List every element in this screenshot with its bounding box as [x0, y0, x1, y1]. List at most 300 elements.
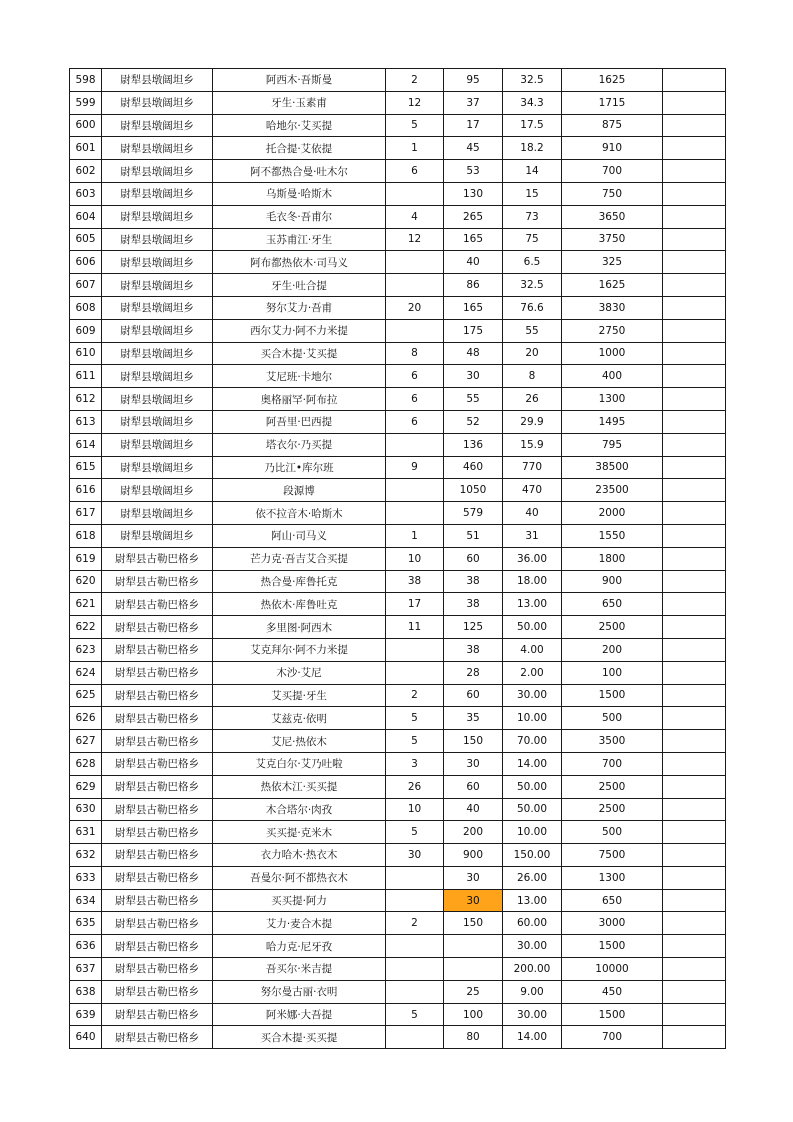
row-number: 600 — [70, 114, 102, 137]
table-row — [70, 160, 726, 183]
remark-cell — [663, 205, 726, 228]
value-d-cell: 2000 — [562, 502, 663, 525]
township-cell: 尉犁县古勒巴格乡 — [102, 752, 213, 775]
table-row — [70, 935, 726, 958]
remark-cell — [663, 524, 726, 547]
person-name-cell: 西尔艾力·阿不力米提 — [213, 319, 386, 342]
remark-cell — [663, 638, 726, 661]
remark-cell — [663, 160, 726, 183]
table-row — [70, 821, 726, 844]
person-name-cell: 艾克拜尔·阿不力米提 — [213, 638, 386, 661]
remark-cell — [663, 707, 726, 730]
value-d-cell: 1495 — [562, 410, 663, 433]
value-b-cell: 900 — [444, 844, 503, 867]
township-cell: 尉犁县墩阔坦乡 — [102, 365, 213, 388]
remark-cell — [663, 912, 726, 935]
remark-cell — [663, 547, 726, 570]
value-b-cell: 165 — [444, 296, 503, 319]
remark-cell — [663, 844, 726, 867]
data-table — [69, 68, 726, 1049]
township-cell: 尉犁县古勒巴格乡 — [102, 889, 213, 912]
value-d-cell: 2500 — [562, 775, 663, 798]
value-d-cell: 10000 — [562, 958, 663, 981]
value-a-cell — [386, 274, 444, 297]
row-number: 624 — [70, 661, 102, 684]
value-a-cell — [386, 1026, 444, 1049]
value-a-cell — [386, 182, 444, 205]
value-a-cell: 6 — [386, 410, 444, 433]
value-c-cell: 10.00 — [503, 707, 562, 730]
remark-cell — [663, 798, 726, 821]
remark-cell — [663, 935, 726, 958]
table-row — [70, 296, 726, 319]
person-name-cell: 阿山·司马义 — [213, 524, 386, 547]
person-name-cell: 毛衣冬·吾甫尔 — [213, 205, 386, 228]
value-a-cell: 2 — [386, 684, 444, 707]
row-number: 603 — [70, 182, 102, 205]
person-name-cell: 芒力克·吾吉艾合买提 — [213, 547, 386, 570]
table-row — [70, 251, 726, 274]
value-c-cell: 18.2 — [503, 137, 562, 160]
value-a-cell: 6 — [386, 160, 444, 183]
value-c-cell: 70.00 — [503, 730, 562, 753]
table-row — [70, 137, 726, 160]
value-c-cell: 14 — [503, 160, 562, 183]
value-d-cell: 7500 — [562, 844, 663, 867]
value-b-cell: 150 — [444, 912, 503, 935]
value-c-cell: 36.00 — [503, 547, 562, 570]
value-b-cell: 1050 — [444, 479, 503, 502]
remark-cell — [663, 593, 726, 616]
value-a-cell: 2 — [386, 69, 444, 92]
table-row — [70, 342, 726, 365]
value-c-cell: 6.5 — [503, 251, 562, 274]
remark-cell — [663, 821, 726, 844]
township-cell: 尉犁县墩阔坦乡 — [102, 114, 213, 137]
remark-cell — [663, 319, 726, 342]
value-a-cell — [386, 661, 444, 684]
row-number: 604 — [70, 205, 102, 228]
value-d-cell: 1300 — [562, 866, 663, 889]
value-d-cell: 910 — [562, 137, 663, 160]
person-name-cell: 热依木·库鲁吐克 — [213, 593, 386, 616]
value-a-cell — [386, 889, 444, 912]
township-cell: 尉犁县墩阔坦乡 — [102, 160, 213, 183]
person-name-cell: 哈地尔·艾买提 — [213, 114, 386, 137]
value-c-cell: 29.9 — [503, 410, 562, 433]
value-a-cell: 9 — [386, 456, 444, 479]
value-a-cell: 8 — [386, 342, 444, 365]
row-number: 636 — [70, 935, 102, 958]
value-b-cell: 125 — [444, 616, 503, 639]
table-row — [70, 661, 726, 684]
row-number: 622 — [70, 616, 102, 639]
remark-cell — [663, 433, 726, 456]
value-a-cell: 20 — [386, 296, 444, 319]
person-name-cell: 木沙·艾尼 — [213, 661, 386, 684]
value-d-cell: 3000 — [562, 912, 663, 935]
row-number: 602 — [70, 160, 102, 183]
value-b-cell: 52 — [444, 410, 503, 433]
township-cell: 尉犁县墩阔坦乡 — [102, 479, 213, 502]
value-b-cell — [444, 935, 503, 958]
value-c-cell: 150.00 — [503, 844, 562, 867]
value-a-cell — [386, 638, 444, 661]
township-cell: 尉犁县墩阔坦乡 — [102, 274, 213, 297]
table-row — [70, 730, 726, 753]
person-name-cell: 阿西木·吾斯曼 — [213, 69, 386, 92]
value-c-cell: 30.00 — [503, 1003, 562, 1026]
remark-cell — [663, 137, 726, 160]
township-cell: 尉犁县古勒巴格乡 — [102, 684, 213, 707]
value-a-cell: 10 — [386, 547, 444, 570]
person-name-cell: 艾兹克·依明 — [213, 707, 386, 730]
value-b-cell: 200 — [444, 821, 503, 844]
remark-cell — [663, 661, 726, 684]
value-a-cell: 12 — [386, 91, 444, 114]
value-d-cell: 500 — [562, 707, 663, 730]
township-cell: 尉犁县古勒巴格乡 — [102, 1026, 213, 1049]
value-c-cell: 15 — [503, 182, 562, 205]
value-b-cell: 51 — [444, 524, 503, 547]
value-b-cell: 175 — [444, 319, 503, 342]
value-a-cell: 38 — [386, 570, 444, 593]
value-c-cell: 470 — [503, 479, 562, 502]
township-cell: 尉犁县墩阔坦乡 — [102, 205, 213, 228]
value-b-cell: 60 — [444, 775, 503, 798]
value-c-cell: 26.00 — [503, 866, 562, 889]
row-number: 631 — [70, 821, 102, 844]
value-a-cell — [386, 319, 444, 342]
person-name-cell: 乃比江•库尔班 — [213, 456, 386, 479]
table-row — [70, 433, 726, 456]
row-number: 638 — [70, 980, 102, 1003]
township-cell: 尉犁县墩阔坦乡 — [102, 456, 213, 479]
value-d-cell: 500 — [562, 821, 663, 844]
value-a-cell — [386, 935, 444, 958]
township-cell: 尉犁县古勒巴格乡 — [102, 798, 213, 821]
value-b-cell: 95 — [444, 69, 503, 92]
township-cell: 尉犁县古勒巴格乡 — [102, 980, 213, 1003]
remark-cell — [663, 980, 726, 1003]
value-c-cell: 32.5 — [503, 274, 562, 297]
value-a-cell — [386, 251, 444, 274]
township-cell: 尉犁县古勒巴格乡 — [102, 912, 213, 935]
value-c-cell: 9.00 — [503, 980, 562, 1003]
table-row — [70, 205, 726, 228]
value-c-cell: 75 — [503, 228, 562, 251]
value-b-cell: 30 — [444, 889, 503, 912]
township-cell: 尉犁县墩阔坦乡 — [102, 137, 213, 160]
row-number: 623 — [70, 638, 102, 661]
row-number: 630 — [70, 798, 102, 821]
value-c-cell: 40 — [503, 502, 562, 525]
person-name-cell: 依不拉音木·哈斯木 — [213, 502, 386, 525]
person-name-cell: 艾尼·热依木 — [213, 730, 386, 753]
row-number: 606 — [70, 251, 102, 274]
township-cell: 尉犁县墩阔坦乡 — [102, 91, 213, 114]
person-name-cell: 吾买尔·米吉提 — [213, 958, 386, 981]
table-row — [70, 228, 726, 251]
person-name-cell: 艾尼班·卡地尔 — [213, 365, 386, 388]
value-d-cell: 750 — [562, 182, 663, 205]
value-b-cell: 45 — [444, 137, 503, 160]
table-row — [70, 638, 726, 661]
row-number: 635 — [70, 912, 102, 935]
table-row — [70, 365, 726, 388]
table-row — [70, 1026, 726, 1049]
person-name-cell: 哈力克·尼牙孜 — [213, 935, 386, 958]
row-number: 605 — [70, 228, 102, 251]
person-name-cell: 牙生·玉素甫 — [213, 91, 386, 114]
township-cell: 尉犁县古勒巴格乡 — [102, 730, 213, 753]
value-c-cell: 770 — [503, 456, 562, 479]
table-row — [70, 479, 726, 502]
township-cell: 尉犁县古勒巴格乡 — [102, 866, 213, 889]
township-cell: 尉犁县墩阔坦乡 — [102, 182, 213, 205]
table-row — [70, 752, 726, 775]
value-a-cell: 5 — [386, 707, 444, 730]
value-b-cell — [444, 958, 503, 981]
value-b-cell: 60 — [444, 547, 503, 570]
row-number: 625 — [70, 684, 102, 707]
row-number: 619 — [70, 547, 102, 570]
person-name-cell: 多里图·阿西木 — [213, 616, 386, 639]
person-name-cell: 买合木提·买买提 — [213, 1026, 386, 1049]
remark-cell — [663, 388, 726, 411]
value-b-cell: 80 — [444, 1026, 503, 1049]
value-d-cell: 1300 — [562, 388, 663, 411]
value-c-cell: 15.9 — [503, 433, 562, 456]
value-a-cell — [386, 958, 444, 981]
value-a-cell: 12 — [386, 228, 444, 251]
value-d-cell: 1625 — [562, 69, 663, 92]
person-name-cell: 塔衣尔·乃买提 — [213, 433, 386, 456]
row-number: 608 — [70, 296, 102, 319]
person-name-cell: 买买提·阿力 — [213, 889, 386, 912]
row-number: 639 — [70, 1003, 102, 1026]
value-d-cell: 1625 — [562, 274, 663, 297]
person-name-cell: 玉苏甫江·牙生 — [213, 228, 386, 251]
row-number: 640 — [70, 1026, 102, 1049]
person-name-cell: 买买提·克米木 — [213, 821, 386, 844]
table-row — [70, 707, 726, 730]
value-d-cell: 900 — [562, 570, 663, 593]
value-c-cell: 13.00 — [503, 889, 562, 912]
table-body — [70, 69, 726, 1049]
township-cell: 尉犁县墩阔坦乡 — [102, 502, 213, 525]
value-c-cell: 18.00 — [503, 570, 562, 593]
value-a-cell: 6 — [386, 365, 444, 388]
person-name-cell: 衣力哈木·热衣木 — [213, 844, 386, 867]
table-row — [70, 182, 726, 205]
row-number: 615 — [70, 456, 102, 479]
person-name-cell: 阿吾里·巴西提 — [213, 410, 386, 433]
value-c-cell: 60.00 — [503, 912, 562, 935]
value-a-cell — [386, 479, 444, 502]
remark-cell — [663, 365, 726, 388]
value-d-cell: 2750 — [562, 319, 663, 342]
value-b-cell: 150 — [444, 730, 503, 753]
value-d-cell: 1715 — [562, 91, 663, 114]
township-cell: 尉犁县古勒巴格乡 — [102, 638, 213, 661]
table-row — [70, 456, 726, 479]
value-b-cell: 86 — [444, 274, 503, 297]
row-number: 610 — [70, 342, 102, 365]
value-d-cell: 325 — [562, 251, 663, 274]
township-cell: 尉犁县墩阔坦乡 — [102, 433, 213, 456]
person-name-cell: 热依木江·买买提 — [213, 775, 386, 798]
township-cell: 尉犁县墩阔坦乡 — [102, 296, 213, 319]
table-row — [70, 958, 726, 981]
value-d-cell: 650 — [562, 593, 663, 616]
township-cell: 尉犁县墩阔坦乡 — [102, 319, 213, 342]
value-a-cell: 3 — [386, 752, 444, 775]
value-b-cell: 25 — [444, 980, 503, 1003]
township-cell: 尉犁县墩阔坦乡 — [102, 524, 213, 547]
value-a-cell: 6 — [386, 388, 444, 411]
row-number: 617 — [70, 502, 102, 525]
value-b-cell: 40 — [444, 251, 503, 274]
row-number: 616 — [70, 479, 102, 502]
value-a-cell: 2 — [386, 912, 444, 935]
value-a-cell: 5 — [386, 821, 444, 844]
value-c-cell: 2.00 — [503, 661, 562, 684]
person-name-cell: 托合提·艾依提 — [213, 137, 386, 160]
person-name-cell: 阿布都热依木·司马义 — [213, 251, 386, 274]
remark-cell — [663, 730, 726, 753]
remark-cell — [663, 684, 726, 707]
value-a-cell: 30 — [386, 844, 444, 867]
value-b-cell: 37 — [444, 91, 503, 114]
person-name-cell: 牙生·吐合提 — [213, 274, 386, 297]
value-c-cell: 30.00 — [503, 684, 562, 707]
value-c-cell: 10.00 — [503, 821, 562, 844]
table-row — [70, 866, 726, 889]
person-name-cell: 奥格丽罕·阿布拉 — [213, 388, 386, 411]
remark-cell — [663, 251, 726, 274]
value-d-cell: 1800 — [562, 547, 663, 570]
table-row — [70, 980, 726, 1003]
remark-cell — [663, 296, 726, 319]
value-d-cell: 38500 — [562, 456, 663, 479]
table-row — [70, 274, 726, 297]
township-cell: 尉犁县墩阔坦乡 — [102, 388, 213, 411]
person-name-cell: 热合曼·库鲁托克 — [213, 570, 386, 593]
remark-cell — [663, 456, 726, 479]
value-c-cell: 76.6 — [503, 296, 562, 319]
value-c-cell: 32.5 — [503, 69, 562, 92]
remark-cell — [663, 1026, 726, 1049]
row-number: 601 — [70, 137, 102, 160]
value-a-cell: 1 — [386, 524, 444, 547]
value-d-cell: 1500 — [562, 1003, 663, 1026]
township-cell: 尉犁县古勒巴格乡 — [102, 958, 213, 981]
person-name-cell: 努尔艾力·吾甫 — [213, 296, 386, 319]
row-number: 629 — [70, 775, 102, 798]
remark-cell — [663, 570, 726, 593]
remark-cell — [663, 889, 726, 912]
value-d-cell: 2500 — [562, 798, 663, 821]
value-d-cell: 400 — [562, 365, 663, 388]
remark-cell — [663, 274, 726, 297]
value-c-cell: 30.00 — [503, 935, 562, 958]
value-b-cell: 28 — [444, 661, 503, 684]
value-b-cell: 265 — [444, 205, 503, 228]
table-row — [70, 502, 726, 525]
value-a-cell: 10 — [386, 798, 444, 821]
value-d-cell: 700 — [562, 752, 663, 775]
remark-cell — [663, 91, 726, 114]
remark-cell — [663, 479, 726, 502]
person-name-cell: 木合塔尔·肉孜 — [213, 798, 386, 821]
value-a-cell: 17 — [386, 593, 444, 616]
value-d-cell: 100 — [562, 661, 663, 684]
township-cell: 尉犁县古勒巴格乡 — [102, 570, 213, 593]
row-number: 633 — [70, 866, 102, 889]
township-cell: 尉犁县墩阔坦乡 — [102, 69, 213, 92]
value-b-cell: 136 — [444, 433, 503, 456]
value-d-cell: 700 — [562, 1026, 663, 1049]
value-d-cell: 875 — [562, 114, 663, 137]
township-cell: 尉犁县古勒巴格乡 — [102, 844, 213, 867]
remark-cell — [663, 114, 726, 137]
table-row — [70, 593, 726, 616]
value-d-cell: 1000 — [562, 342, 663, 365]
value-c-cell: 17.5 — [503, 114, 562, 137]
table-row — [70, 570, 726, 593]
row-number: 627 — [70, 730, 102, 753]
township-cell: 尉犁县古勒巴格乡 — [102, 935, 213, 958]
remark-cell — [663, 182, 726, 205]
row-number: 607 — [70, 274, 102, 297]
value-c-cell: 13.00 — [503, 593, 562, 616]
table-row — [70, 319, 726, 342]
value-c-cell: 50.00 — [503, 616, 562, 639]
value-b-cell: 579 — [444, 502, 503, 525]
row-number: 628 — [70, 752, 102, 775]
value-d-cell: 1500 — [562, 684, 663, 707]
table-row — [70, 616, 726, 639]
value-d-cell: 3830 — [562, 296, 663, 319]
value-d-cell: 2500 — [562, 616, 663, 639]
value-d-cell: 200 — [562, 638, 663, 661]
value-b-cell: 38 — [444, 570, 503, 593]
value-b-cell: 53 — [444, 160, 503, 183]
table-row — [70, 547, 726, 570]
value-a-cell: 5 — [386, 1003, 444, 1026]
value-c-cell: 8 — [503, 365, 562, 388]
person-name-cell: 阿米娜·大吾提 — [213, 1003, 386, 1026]
person-name-cell: 阿不都热合曼·吐木尔 — [213, 160, 386, 183]
person-name-cell: 吾曼尔·阿不都热衣木 — [213, 866, 386, 889]
value-d-cell: 650 — [562, 889, 663, 912]
table-row — [70, 114, 726, 137]
value-c-cell: 31 — [503, 524, 562, 547]
person-name-cell: 乌斯曼·哈斯木 — [213, 182, 386, 205]
value-d-cell: 700 — [562, 160, 663, 183]
remark-cell — [663, 752, 726, 775]
value-c-cell: 50.00 — [503, 775, 562, 798]
township-cell: 尉犁县古勒巴格乡 — [102, 593, 213, 616]
remark-cell — [663, 1003, 726, 1026]
table-row — [70, 524, 726, 547]
value-d-cell: 450 — [562, 980, 663, 1003]
value-c-cell: 34.3 — [503, 91, 562, 114]
value-c-cell: 50.00 — [503, 798, 562, 821]
table-row — [70, 684, 726, 707]
value-c-cell: 4.00 — [503, 638, 562, 661]
